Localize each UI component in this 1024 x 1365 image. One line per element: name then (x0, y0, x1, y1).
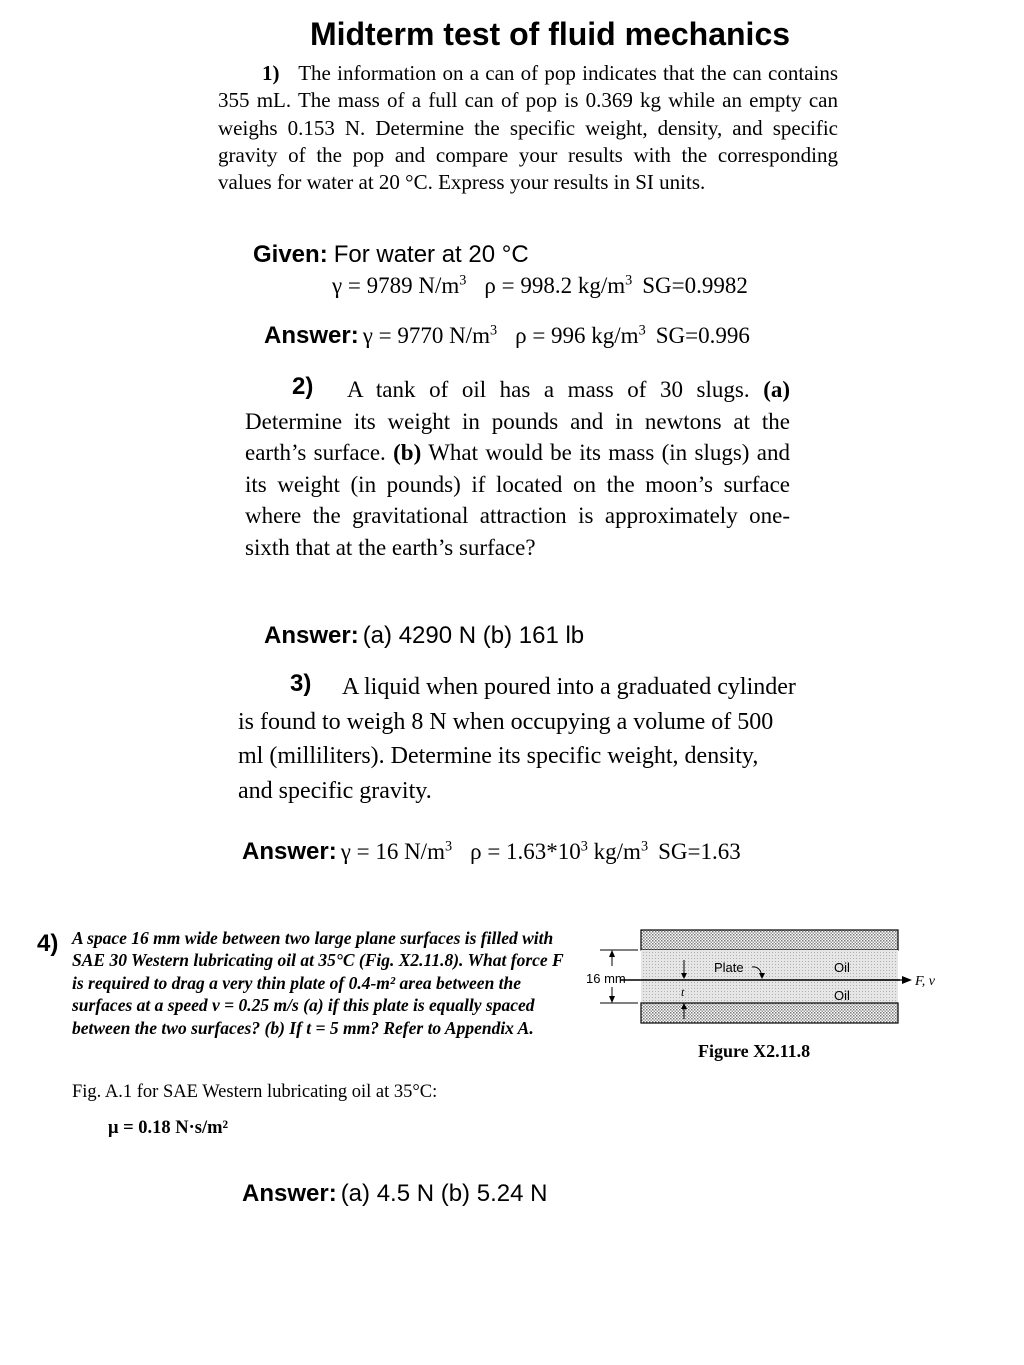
problem-3-text: A liquid when poured into a graduated cylinder is found to weigh 8 N when occupying a volume of 500 ml (milliliters). Determine its specific weight, density, and specific gravity. (238, 674, 796, 804)
given-text: For water at 20 °C (333, 241, 529, 268)
figure-caption: Figure X2.11.8 (698, 1041, 811, 1061)
problem-2-answer (264, 622, 584, 650)
answer-3-rho: $\rho = 1.63*10^3$ $kg/m^3$ (470, 838, 649, 864)
problem-1-body: The information on a can of pop indicates that the can contains 355 mL. The mass of a full can of pop is 0.369 kg while an empty can weighs 0.153 N. Determine the specific weight, density, and specific gravity of the pop and compare your results with the corresponding values for water at 20 °C. Express your results in SI units. (218, 61, 838, 195)
page-title: Midterm test of fluid mechanics (309, 16, 791, 52)
force-label: F, v (915, 974, 935, 989)
answer-1-gamma: γ = 9770 $N/m^3$ (362, 322, 498, 348)
problem-4-answer (242, 1180, 547, 1208)
problem-3-number: 3) (290, 670, 312, 697)
plate-label: Plate (714, 960, 744, 975)
problem-1-text (218, 60, 838, 196)
t-label: t (681, 985, 685, 999)
given-sg: SG=0.9982 (642, 273, 748, 298)
oil-region (641, 950, 898, 1003)
given-rho: ρ = 998.2 $kg/m^3$ (484, 272, 633, 298)
oil-bottom-label: Oil (834, 988, 850, 1003)
dimension-label: 16 mm (586, 971, 626, 986)
answer-4-label: Answer: (242, 1180, 337, 1207)
problem-2-number: 2) (292, 373, 314, 400)
answer-3-label: Answer: (242, 838, 337, 865)
problem-4-number: 4) (37, 930, 59, 957)
given-gamma: γ = 9789 $N/m^3$ (332, 272, 467, 298)
answer-4-text: (a) 4.5 N (b) 5.24 N (340, 1180, 548, 1207)
problem-1-answer (264, 322, 750, 350)
bottom-wall (641, 1003, 898, 1023)
answer-2-label: Answer: (264, 622, 359, 649)
answer-1-rho: ρ = 996 $kg/m^3$ (515, 322, 646, 348)
problem-3-answer (242, 838, 741, 866)
answer-1-label: Answer: (264, 322, 359, 349)
problem-4-text: A space 16 mm wide between two large plane surfaces is filled with SAE 30 Western lubricating oil at 35°C (Fig. X2.11.8). What force F is required to drag a very thin plate of 0.4-m² area between the surfaces at a speed v = 0.25 m/s (a) if this plate is equally spaced between the two surfaces? (b) If t = 5 mm? Refer to Appendix A. (72, 928, 564, 1038)
viscosity-value: μ = 0.18 N·s/m² (108, 1118, 229, 1138)
problem-1-given (253, 241, 529, 269)
problem-1-given-values (332, 273, 748, 299)
answer-3-sg: SG=1.63 (658, 839, 741, 864)
problem-2-text: A tank of oil has a mass of 30 slugs. (a) Determine its weight in pounds and in newtons at the earth’s surface. (b) What would be its mass (in slugs) and its weight (in pounds) if located on the moon’s surface where the gravitational attraction is approximately one-sixth that at the earth’s surface? (245, 377, 790, 560)
fig-reference: Fig. A.1 for SAE Western lubricating oil at 35°C: (72, 1082, 438, 1102)
answer-1-sg: SG=0.996 (655, 323, 750, 348)
answer-2-text: (a) 4290 N (b) 161 lb (362, 622, 585, 649)
given-label: Given: (253, 241, 328, 268)
top-wall (641, 930, 898, 950)
answer-3-gamma: γ = 16 $N/m^3$ (340, 838, 453, 864)
oil-top-label: Oil (834, 960, 850, 975)
figure-x2-11-8 (580, 922, 950, 1067)
problem-1-number: 1) (262, 61, 280, 85)
